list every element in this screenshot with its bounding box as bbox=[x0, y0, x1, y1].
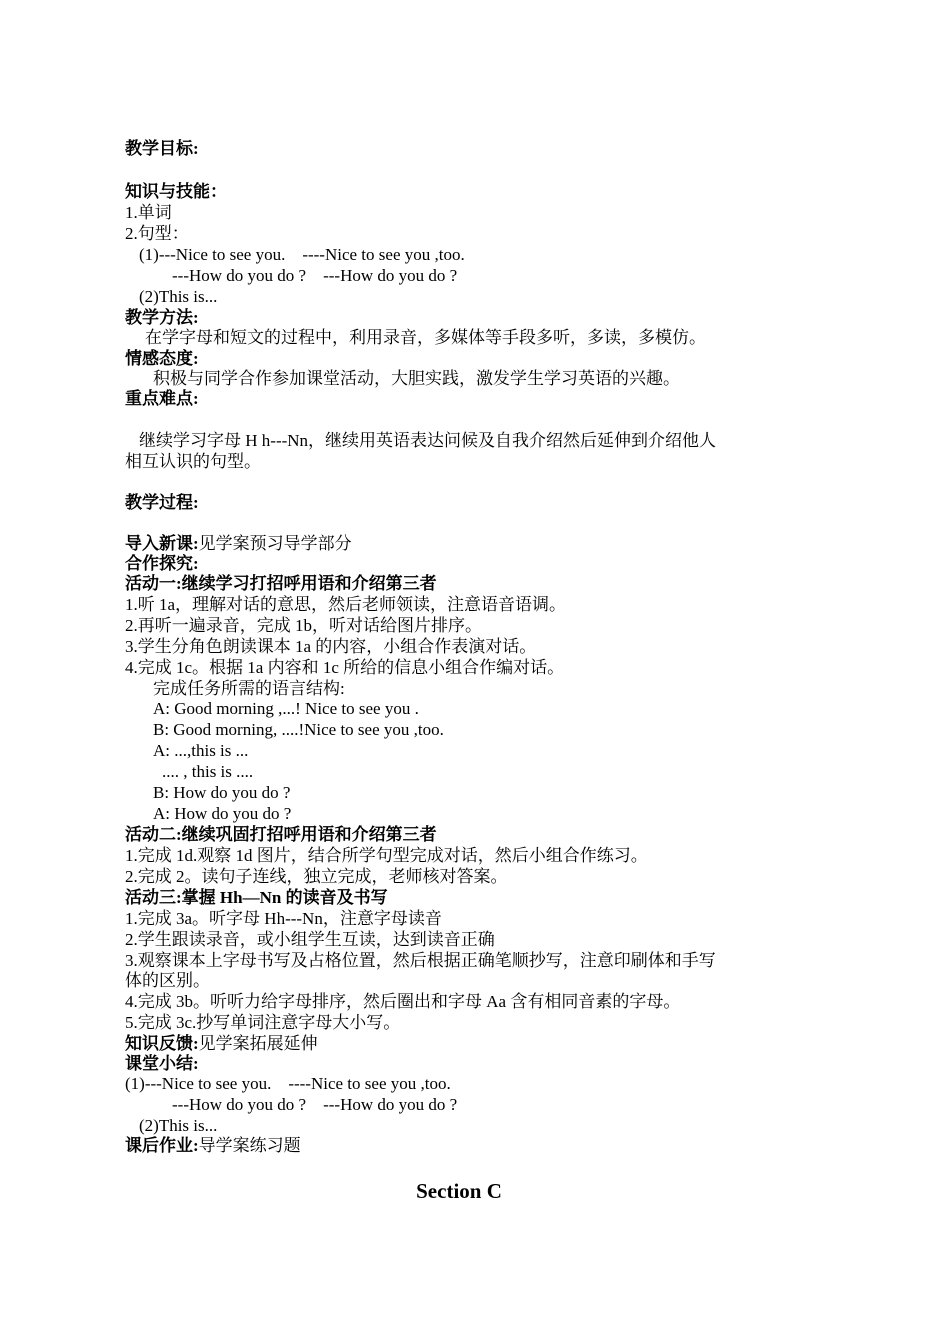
knowledge-item-2: 2.句型： bbox=[125, 224, 189, 243]
activity-2-heading: 活动二:继续巩固打招呼用语和介绍第三者 bbox=[125, 825, 437, 844]
activity-2-step-2: 2.完成 2。读句子连线，独立完成，老师核对答案。 bbox=[125, 867, 508, 886]
key-points-text-1: 继续学习字母 H h---Nn，继续用英语表达问候及自我介绍然后延伸到介绍他人 bbox=[139, 431, 717, 450]
teaching-process-heading: 教学过程: bbox=[125, 493, 199, 512]
cooperation-heading: 合作探究: bbox=[125, 554, 199, 573]
feedback-text: 见学案拓展延伸 bbox=[198, 1034, 318, 1053]
intro-text: 见学案预习导学部分 bbox=[198, 534, 352, 553]
homework-line bbox=[125, 1135, 301, 1156]
attitude-text: 积极与同学合作参加课堂活动，大胆实践，激发学生学习英语的兴趣。 bbox=[153, 369, 680, 388]
summary-heading: 课堂小结: bbox=[125, 1054, 199, 1073]
activity-3-step-3: 3.观察课本上字母书写及占格位置，然后根据正确笔顺抄写，注意印刷体和手写 bbox=[125, 951, 716, 970]
summary-line-2: ---How do you do ? ---How do you do ? bbox=[172, 1095, 458, 1114]
key-points-heading: 重点难点: bbox=[125, 389, 199, 408]
homework-text: 导学案练习题 bbox=[198, 1136, 301, 1155]
knowledge-item-1: 1.单词 bbox=[125, 203, 172, 222]
dialogue-line-5: B: How do you do ? bbox=[153, 783, 291, 802]
feedback-line bbox=[125, 1033, 318, 1054]
activity-1-step-2: 2.再听一遍录音，完成 1b，听对话给图片排序。 bbox=[125, 616, 482, 635]
intro-line bbox=[125, 533, 352, 554]
activity-2-step-1: 1.完成 1d.观察 1d 图片，结合所学句型完成对话，然后小组合作练习。 bbox=[125, 846, 648, 865]
key-points-text-2: 相互认识的句型。 bbox=[125, 452, 261, 471]
sentence-pattern-1: (1)---Nice to see you. ----Nice to see you ,too. bbox=[139, 245, 465, 264]
dialogue-line-4: .... , this is .... bbox=[162, 762, 254, 781]
activity-1-step-1: 1.听 1a，理解对话的意思，然后老师领读，注意语音语调。 bbox=[125, 595, 567, 614]
activity-1-heading: 活动一:继续学习打招呼用语和介绍第三者 bbox=[125, 574, 437, 593]
feedback-label: 知识反馈: bbox=[125, 1034, 199, 1053]
activity-3-step-1: 1.完成 3a。听字母 Hh---Nn，注意字母读音 bbox=[125, 909, 442, 928]
dialogue-line-2: B: Good morning, ....!Nice to see you ,too. bbox=[153, 720, 444, 739]
intro-label: 导入新课: bbox=[125, 534, 199, 553]
teaching-method-text: 在学字母和短文的过程中，利用录音，多媒体等手段多听，多读，多模仿。 bbox=[145, 328, 706, 347]
activity-3-heading: 活动三:掌握 Hh—Nn 的读音及书写 bbox=[125, 888, 388, 907]
activity-1-structure: 完成任务所需的语言结构: bbox=[153, 679, 345, 698]
dialogue-line-6: A: How do you do ? bbox=[153, 804, 292, 823]
activity-3-step-2: 2.学生跟读录音，或小组学生互读，达到读音正确 bbox=[125, 930, 495, 949]
knowledge-skills-heading: 知识与技能： bbox=[125, 182, 227, 201]
teaching-goals-heading: 教学目标: bbox=[125, 139, 199, 158]
activity-1-step-4: 4.完成 1c。根据 1a 内容和 1c 所给的信息小组合作编对话。 bbox=[125, 658, 565, 677]
dialogue-line-3: A: ...,this is ... bbox=[153, 741, 249, 760]
sentence-pattern-2: (2)This is... bbox=[139, 287, 218, 306]
summary-line-1: (1)---Nice to see you. ----Nice to see you ,too. bbox=[125, 1074, 451, 1093]
teaching-method-heading: 教学方法: bbox=[125, 308, 199, 327]
activity-1-step-3: 3.学生分角色朗读课本 1a 的内容，小组合作表演对话。 bbox=[125, 637, 537, 656]
activity-3-step-4: 4.完成 3b。听听力给字母排序，然后圈出和字母 Aa 含有相同音素的字母。 bbox=[125, 992, 681, 1011]
homework-label: 课后作业: bbox=[125, 1136, 199, 1155]
attitude-heading: 情感态度: bbox=[125, 349, 199, 368]
summary-line-3: (2)This is... bbox=[139, 1116, 218, 1135]
dialogue-line-1: A: Good morning ,...! Nice to see you . bbox=[153, 699, 419, 718]
activity-3-step-3-cont: 体的区别。 bbox=[125, 971, 210, 990]
activity-3-step-5: 5.完成 3c.抄写单词注意字母大小写。 bbox=[125, 1013, 401, 1032]
sentence-pattern-1b: ---How do you do ? ---How do you do ? bbox=[172, 266, 458, 285]
section-title: Section C bbox=[416, 1179, 502, 1203]
